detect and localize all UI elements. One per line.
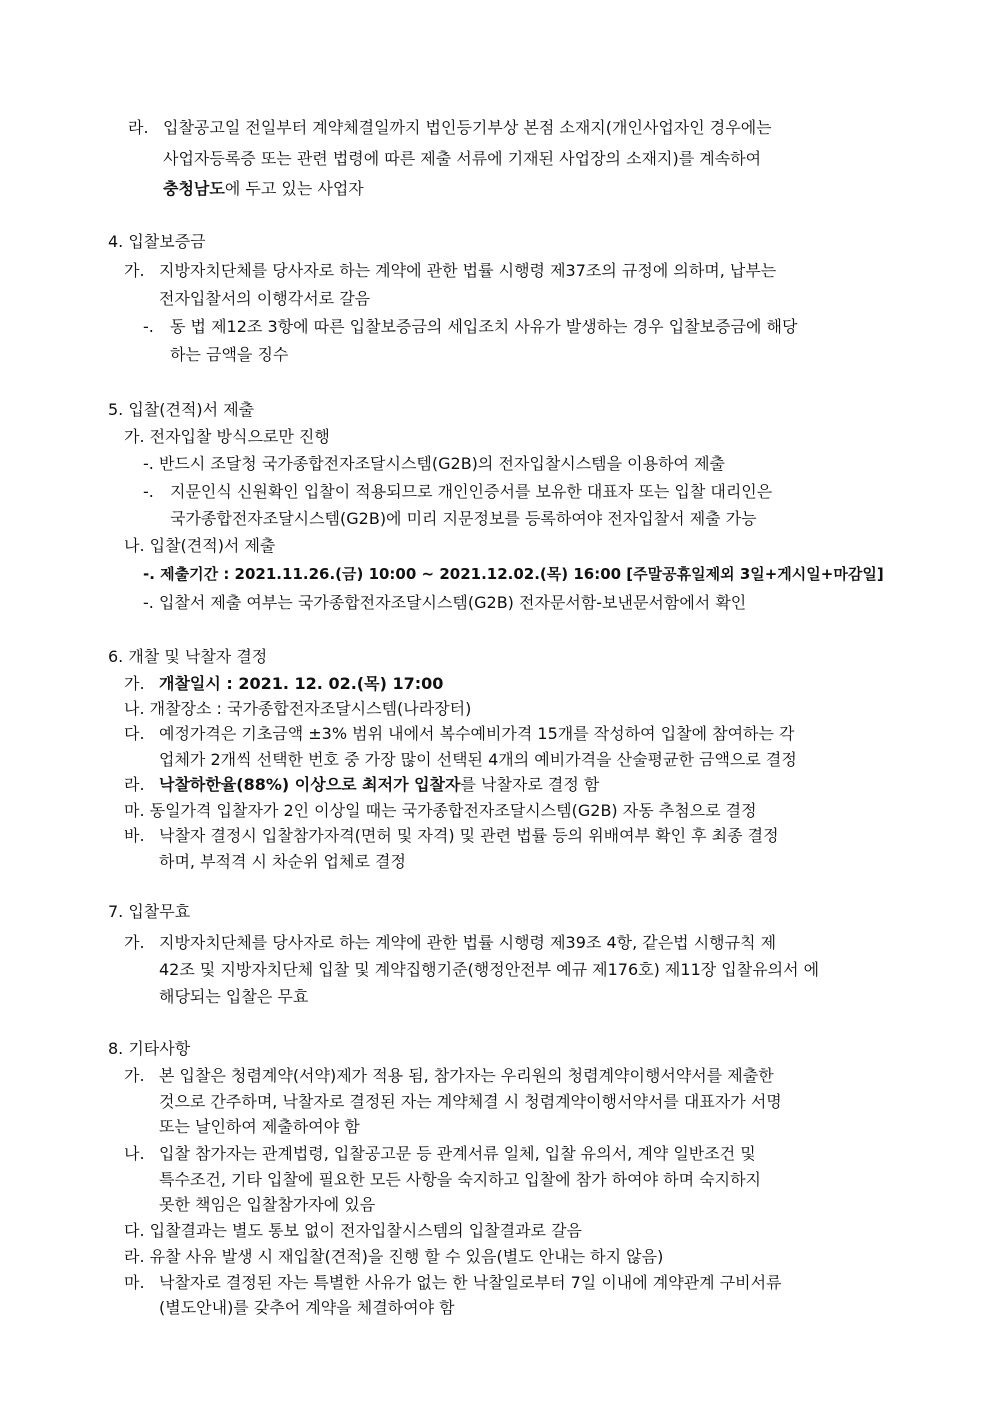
paragraph-line: 국가종합전자조달시스템(G2B)에 미리 지문정보를 등록하여야 전자입찰서 제출 가능: [170, 509, 757, 528]
item-marker: 마.: [124, 1273, 145, 1292]
section-heading: 7. 입찰무효: [108, 902, 191, 921]
paragraph-line: 나. 입찰(견적)서 제출: [124, 536, 276, 555]
paragraph-line: 나. 개찰장소 : 국가종합전자조달시스템(나라장터): [124, 699, 472, 718]
paragraph-line: [159, 771, 599, 798]
section-heading: 5. 입찰(견적)서 제출: [108, 400, 255, 419]
paragraph-line: 지문인식 신원확인 입찰이 적용되므로 개인인증서를 보유한 대표자 또는 입찰 대리인은: [170, 482, 773, 501]
paragraph-line: 마. 동일가격 입찰자가 2인 이상일 때는 국가종합전자조달시스템(G2B) 자동 추첨으로 결정: [124, 801, 757, 820]
paragraph-line: 낙찰자로 결정된 자는 특별한 사유가 없는 한 낙찰일로부터 7일 이내에 계약관계 구비서류: [159, 1273, 782, 1292]
item-marker: -.: [143, 317, 154, 336]
item-marker: 라.: [124, 775, 145, 794]
item-marker: 가.: [124, 1066, 145, 1085]
opening-datetime: 개찰일시 : 2021. 12. 02.(목) 17:00: [159, 674, 444, 693]
item-marker: 나.: [124, 1144, 145, 1163]
paragraph-line: 42조 및 지방자치단체 입찰 및 계약집행기준(행정안전부 예규 제176호) 제11장 입찰유의서 에: [159, 960, 820, 979]
paragraph-line: 하는 금액을 징수: [170, 345, 289, 364]
item-marker: 가.: [124, 261, 145, 280]
item-marker: 가.: [124, 674, 145, 693]
paragraph-line: [163, 175, 364, 202]
paragraph-line: -. 반드시 조달청 국가종합전자조달시스템(G2B)의 전자입찰시스템을 이용하여 제출: [143, 454, 726, 473]
item-marker: 다.: [124, 724, 145, 743]
paragraph-line: 라. 유찰 사유 발생 시 재입찰(견적)을 진행 할 수 있음(별도 안내는 하지 않음): [124, 1247, 664, 1266]
paragraph-line: 낙찰자 결정시 입찰참가자격(면허 및 자격) 및 관련 법률 등의 위배여부 확인 후 최종 결정: [159, 826, 779, 845]
paragraph-line: 해당되는 입찰은 무효: [159, 987, 309, 1006]
paragraph-line: 것으로 간주하며, 낙찰자로 결정된 자는 계약체결 시 청렴계약이행서약서를 대표자가 서명: [159, 1092, 782, 1111]
paragraph-line: 다. 입찰결과는 별도 통보 없이 전자입찰시스템의 입찰결과로 갈음: [124, 1221, 583, 1240]
text-line: 를 낙찰자로 결정 함: [460, 775, 600, 794]
region-name: 충청남도: [163, 179, 225, 198]
paragraph-line: 업체가 2개씩 선택한 번호 중 가장 많이 선택된 4개의 예비가격을 산술평균한 금액으로 결정: [159, 750, 797, 769]
submission-period: -. 제출기간 : 2021.11.26.(금) 10:00 ~ 2021.12.02.(목) 16:00 [주말공휴일제외 3일+게시일+마감일]: [143, 565, 884, 583]
paragraph-line: 하며, 부적격 시 차순위 업체로 결정: [159, 852, 406, 871]
item-marker: -.: [143, 482, 154, 501]
paragraph-line: 입찰 참가자는 관계법령, 입찰공고문 등 관계서류 일체, 입찰 유의서, 계약 일반조건 및: [159, 1144, 756, 1163]
item-marker: 바.: [124, 826, 145, 845]
paragraph-line: (별도안내)를 갖추어 계약을 체결하여야 함: [159, 1298, 455, 1317]
paragraph-line: 지방자치단체를 당사자로 하는 계약에 관한 법률 시행령 제39조 4항, 같은법 시행규칙 제: [159, 933, 777, 952]
section-heading: 6. 개찰 및 낙찰자 결정: [108, 647, 268, 666]
paragraph-line: 지방자치단체를 당사자로 하는 계약에 관한 법률 시행령 제37조의 규정에 의하며, 납부는: [159, 261, 777, 280]
section-heading: 4. 입찰보증금: [108, 232, 206, 251]
paragraph-line: 예정가격은 기초금액 ±3% 범위 내에서 복수예비가격 15개를 작성하여 입찰에 참여하는 각: [159, 724, 795, 743]
paragraph-line: 또는 날인하여 제출하여야 함: [159, 1117, 360, 1136]
paragraph-line: 특수조건, 기타 입찰에 필요한 모든 사항을 숙지하고 입찰에 참가 하여야 하며 숙지하지: [159, 1170, 761, 1189]
text-line: 입찰공고일 전일부터 계약체결일까지 법인등기부상 본점 소재지(개인사업자인 경우에는: [163, 118, 772, 137]
award-rule: 낙찰하한율(88%) 이상으로 최저가 입찰자: [159, 775, 461, 794]
text-line: 에 두고 있는 사업자: [224, 179, 364, 198]
section-heading: 8. 기타사항: [108, 1039, 191, 1058]
paragraph-line: 동 법 제12조 3항에 따른 입찰보증금의 세입조치 사유가 발생하는 경우 입찰보증금에 해당: [170, 317, 798, 336]
paragraph-line: 본 입찰은 청렴계약(서약)제가 적용 됨, 참가자는 우리원의 청렴계약이행서약서를 제출한: [159, 1066, 774, 1085]
paragraph-line: -. 입찰서 제출 여부는 국가종합전자조달시스템(G2B) 전자문서함-보낸문서함에서 확인: [143, 593, 747, 612]
paragraph-line: 못한 책임은 입찰참가자에 있음: [159, 1195, 376, 1214]
paragraph-line: 전자입찰서의 이행각서로 갈음: [159, 289, 371, 308]
item-marker: 가.: [124, 933, 145, 952]
paragraph-line: 가. 전자입찰 방식으로만 진행: [124, 427, 330, 446]
paragraph-line: 사업자등록증 또는 관련 법령에 따른 제출 서류에 기재된 사업장의 소재지)를 계속하여: [163, 149, 762, 168]
item-marker: 라.: [128, 118, 149, 137]
paragraph-line: [163, 114, 920, 141]
